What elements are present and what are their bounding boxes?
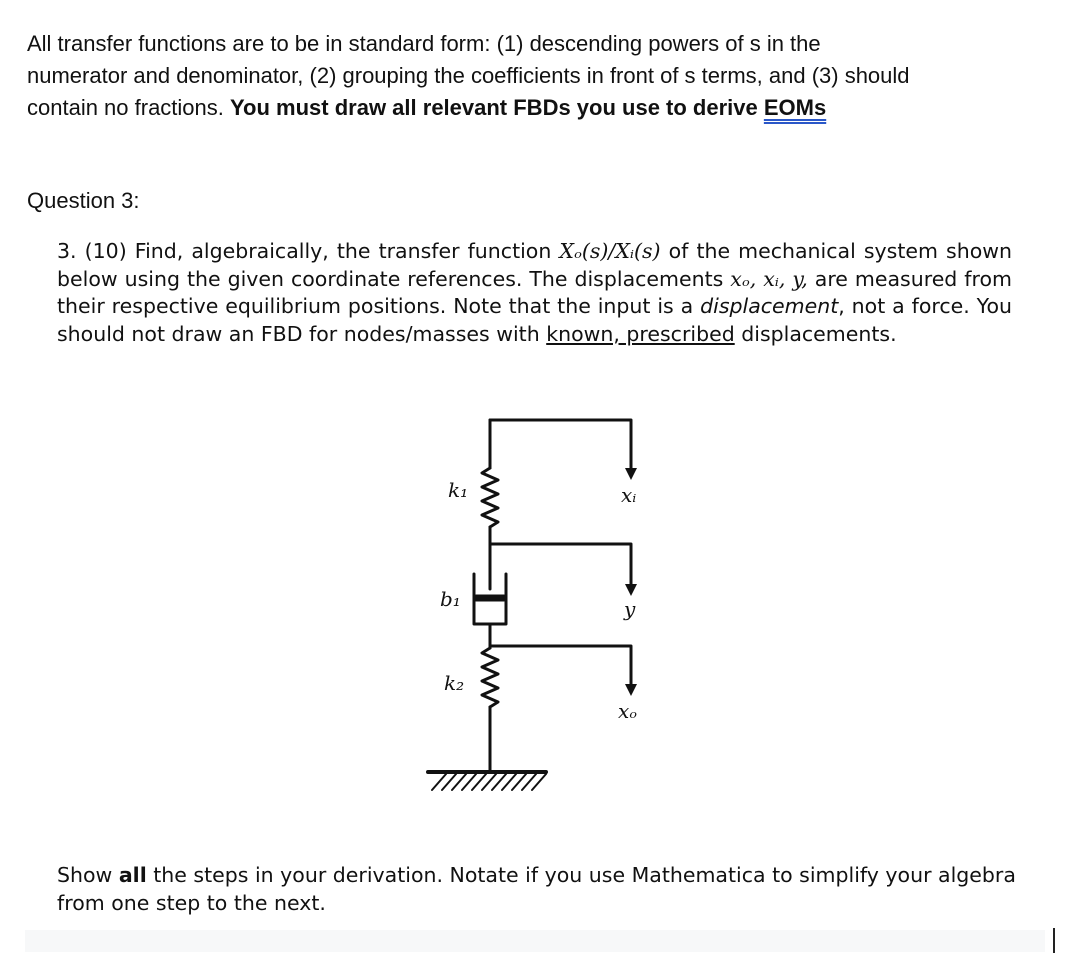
instructions-bold-text: You must draw all relevant FBDs you use to derive (230, 95, 764, 120)
problem-text-5: displacements. (734, 321, 897, 346)
xo-node-bracket (490, 646, 631, 686)
instructions-footer (57, 861, 1037, 917)
problem-text-4: , not a force. You should not draw an FBD for nodes/masses with (57, 294, 1012, 346)
footer-bold-all: all (118, 863, 147, 887)
ground-hatch (432, 774, 546, 790)
problem-text-2: of the mechanical system shown below using the given coordinate references. The displacements (57, 239, 1012, 291)
problem-text-1: 3. (10) Find, algebraically, the transfer function (57, 239, 560, 263)
y-arrow-icon (625, 584, 637, 596)
input-node-bracket (490, 420, 631, 470)
k2-spring (482, 648, 498, 707)
k2-label: k₂ (444, 671, 465, 695)
xo-label: xₒ (618, 699, 637, 723)
instructions-line-1: All transfer functions are to be in standard form: (1) descending powers of s in the (27, 31, 821, 56)
answer-area[interactable] (25, 930, 1045, 952)
y-label: y (624, 597, 636, 621)
y-node-bracket (490, 544, 631, 586)
question-heading: Question 3: (27, 188, 140, 213)
xo-arrow-icon (625, 684, 637, 696)
problem-text-3: are measured from their respective equilibrium positions. Note that the input is a (57, 266, 1013, 318)
k1-spring (482, 468, 498, 527)
text-cursor (1053, 928, 1055, 953)
footer-text-1: Show (57, 863, 119, 887)
emphasis-displacement: displacement (700, 294, 839, 318)
k1-label: k₁ (448, 478, 469, 502)
transfer-function-expr: Xₒ(s)/Xᵢ(s) (559, 239, 661, 263)
instructions-line-2: numerator and denominator, (2) grouping the coefficients in front of s terms, and (3) should (27, 63, 910, 88)
footer-text-2: the steps in your derivation. Notate if you use Mathematica to simplify your algebra from one step to the next. (57, 863, 1016, 915)
underlined-known-prescribed: known, prescribed (546, 321, 735, 346)
b1-label: b₁ (440, 587, 461, 611)
displacement-vars: xₒ, xᵢ, y, (730, 266, 808, 291)
eoms-spellcheck-word[interactable]: EOMs (763, 95, 827, 120)
xi-label: xᵢ (621, 483, 637, 507)
instructions-line-3: contain no fractions. (27, 95, 231, 120)
xi-arrow-icon (625, 468, 637, 480)
